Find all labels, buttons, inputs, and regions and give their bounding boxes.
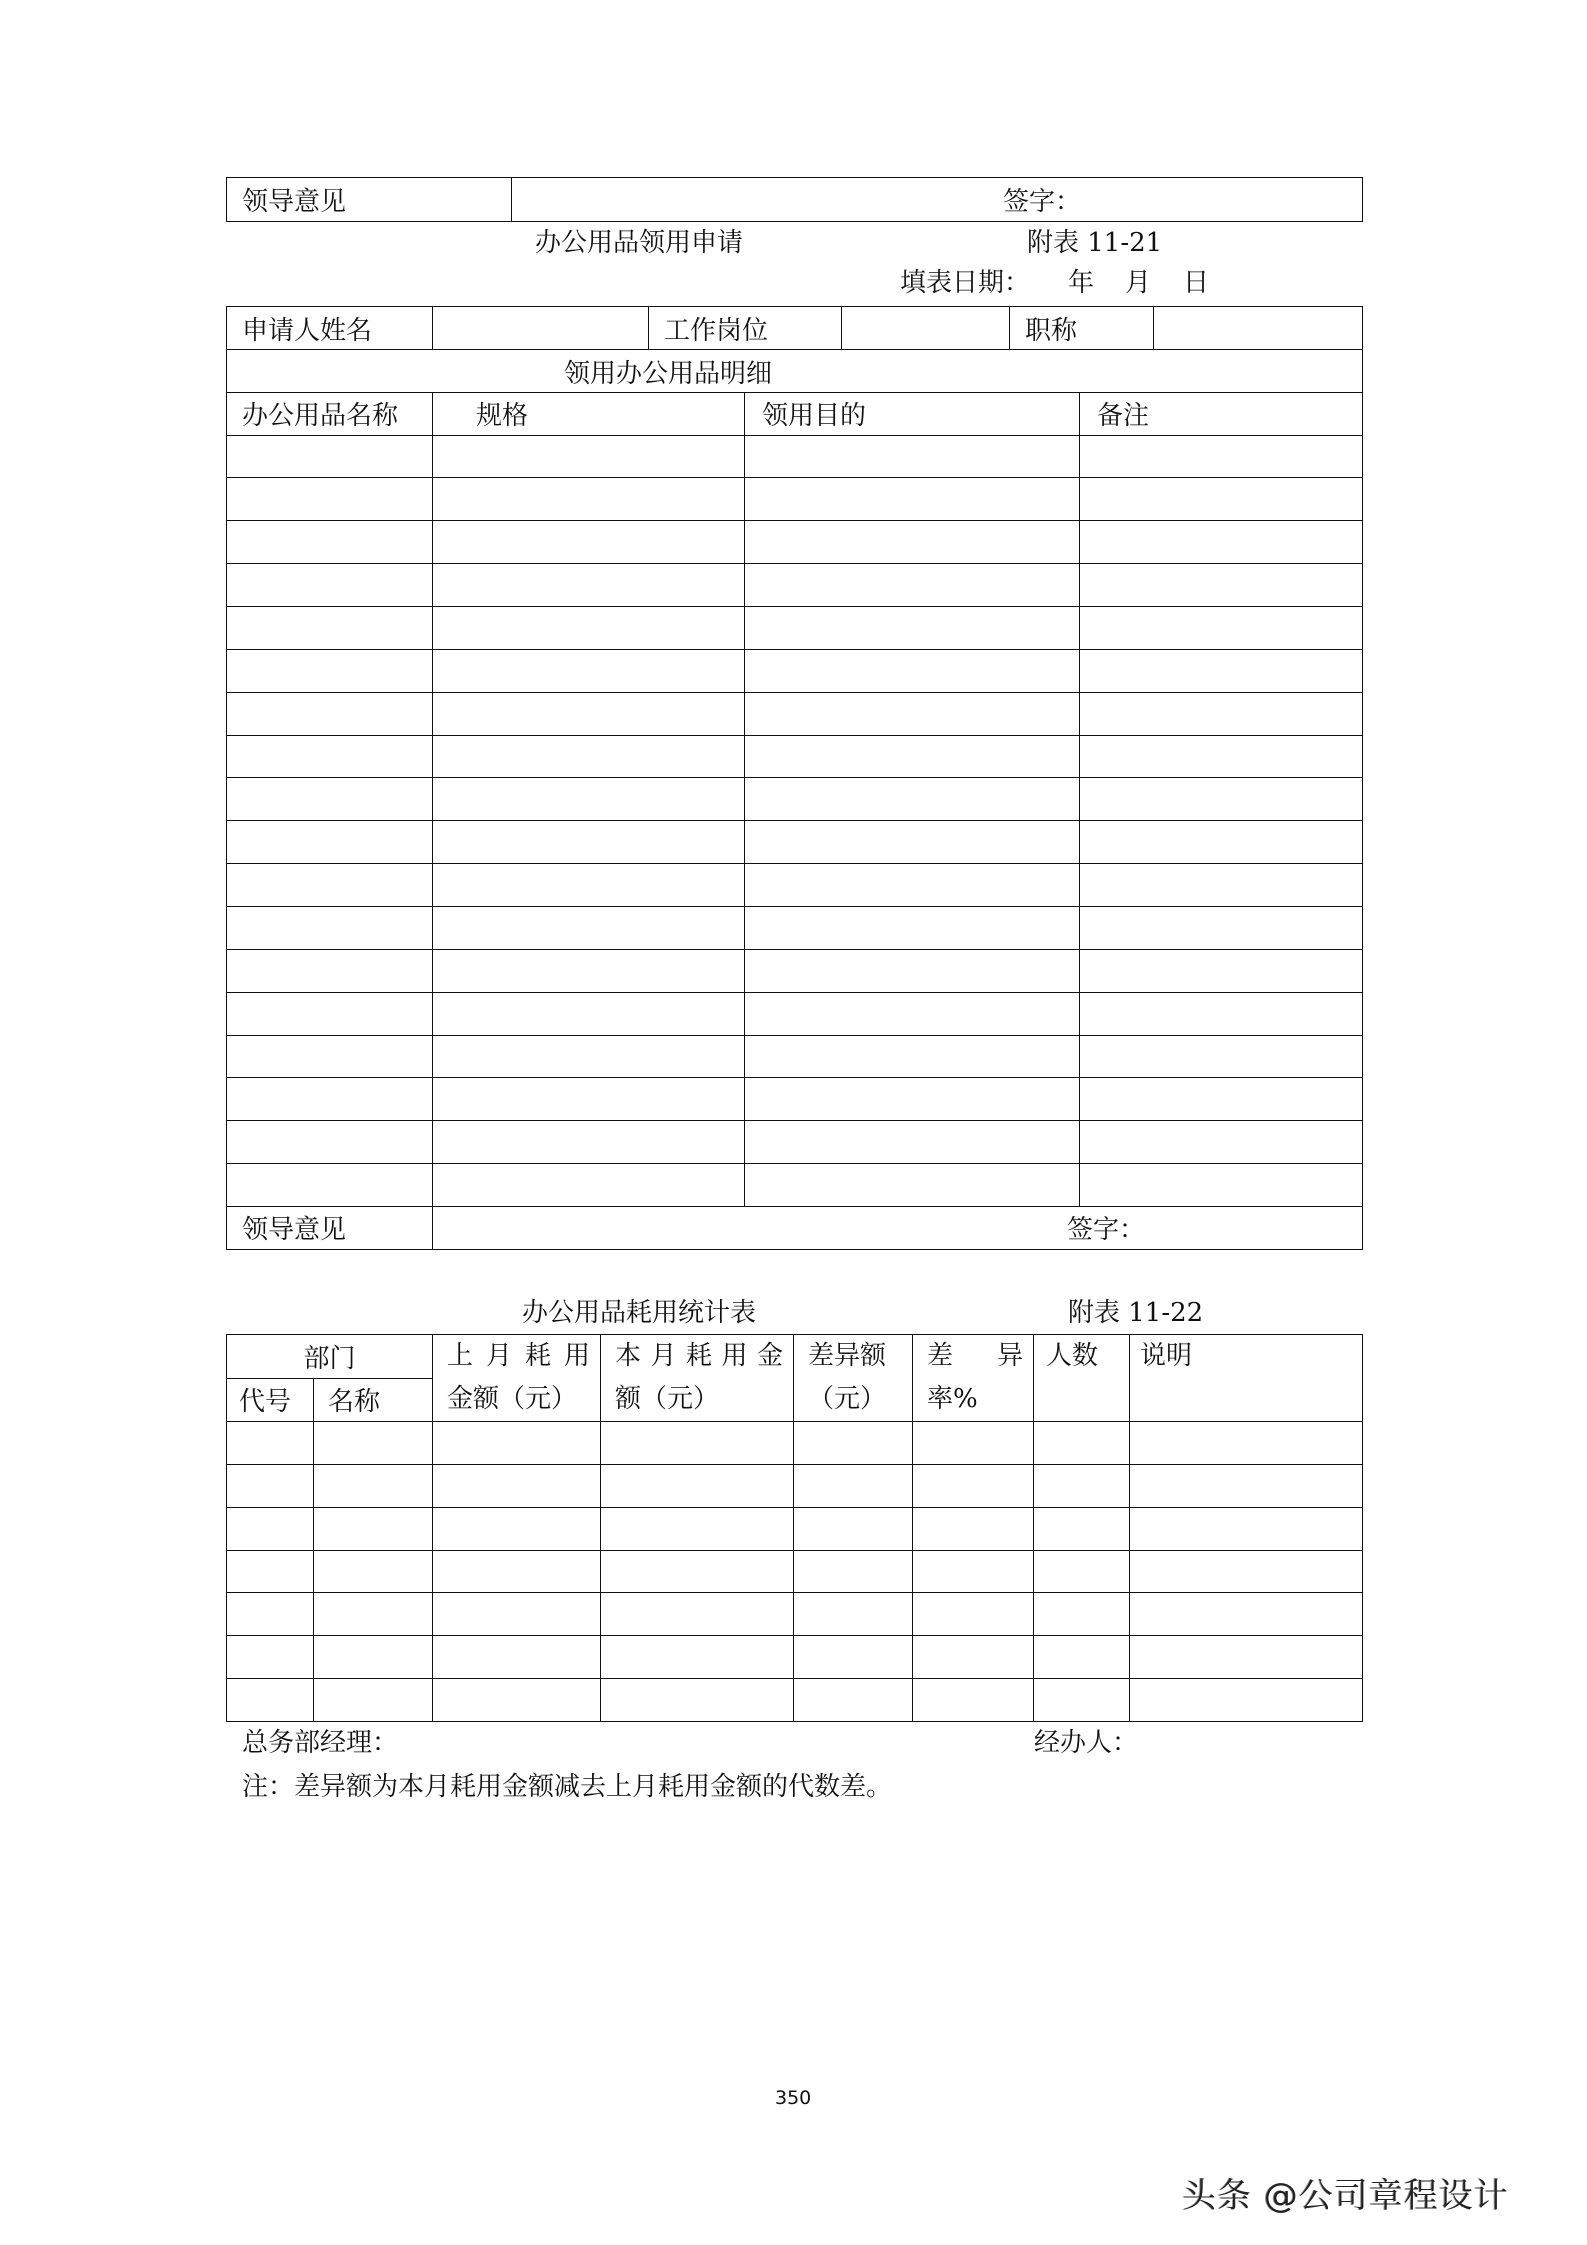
stats-cell[interactable]	[601, 1422, 794, 1465]
detail-heading-cell	[227, 350, 1363, 393]
stats-cell[interactable]	[913, 1422, 1034, 1465]
detail-cell[interactable]	[745, 606, 1080, 649]
detail-row	[227, 606, 1363, 649]
detail-cell[interactable]	[1080, 1121, 1363, 1164]
stats-cell[interactable]	[1034, 1422, 1130, 1465]
detail-cell[interactable]	[433, 521, 745, 564]
detail-cell[interactable]	[227, 435, 433, 478]
detail-cell[interactable]	[745, 735, 1080, 778]
col-header-dept-name: 名称	[314, 1378, 433, 1422]
detail-row	[227, 521, 1363, 564]
stats-cell[interactable]	[913, 1636, 1034, 1679]
stats-cell[interactable]	[601, 1679, 794, 1722]
form-21-table	[226, 306, 1363, 393]
stats-cell[interactable]	[433, 1507, 601, 1550]
stats-cell[interactable]	[1130, 1550, 1363, 1593]
handler-label: 经办人：	[1034, 1728, 1139, 1758]
detail-row	[227, 778, 1363, 821]
stats-cell[interactable]	[227, 1422, 314, 1465]
detail-cell[interactable]	[1080, 649, 1363, 692]
leader-opinion-field[interactable]	[433, 1206, 1363, 1249]
stats-cell[interactable]	[1130, 1593, 1363, 1636]
fill-date-month: 月	[1125, 268, 1152, 298]
applicant-name-label-cell	[227, 307, 433, 350]
stats-cell[interactable]	[1034, 1636, 1130, 1679]
detail-cell[interactable]	[1080, 692, 1363, 735]
detail-cell[interactable]	[745, 435, 1080, 478]
col-header-item-name: 办公用品名称	[227, 392, 433, 435]
detail-cell[interactable]	[227, 735, 433, 778]
detail-cell[interactable]	[745, 1121, 1080, 1164]
detail-cell[interactable]	[227, 821, 433, 864]
detail-cell[interactable]	[227, 1164, 433, 1207]
detail-row	[227, 692, 1363, 735]
stats-cell[interactable]	[1130, 1679, 1363, 1722]
detail-cell[interactable]	[227, 649, 433, 692]
job-title-field[interactable]	[1154, 307, 1363, 350]
detail-cell[interactable]	[1080, 1164, 1363, 1207]
col-header-last-month-amount: 上 月 耗 用 金额（元）	[433, 1335, 601, 1422]
stats-cell[interactable]	[1034, 1679, 1130, 1722]
stats-cell[interactable]	[601, 1464, 794, 1507]
fill-date-year: 年	[1068, 268, 1095, 298]
detail-cell[interactable]	[1080, 478, 1363, 521]
stats-cell[interactable]	[1130, 1422, 1363, 1465]
detail-cell[interactable]	[433, 906, 745, 949]
stats-cell[interactable]	[601, 1550, 794, 1593]
detail-row	[227, 735, 1363, 778]
stats-cell[interactable]	[314, 1550, 433, 1593]
detail-cell[interactable]	[433, 1035, 745, 1078]
detail-cell[interactable]	[1080, 435, 1363, 478]
job-position-label: 工作岗位	[664, 315, 769, 346]
leader-opinion-label: 领导意见	[242, 1215, 347, 1246]
detail-cell[interactable]	[227, 606, 433, 649]
detail-cell[interactable]	[745, 564, 1080, 607]
stats-row	[227, 1422, 1363, 1465]
leader-opinion-label-cell	[227, 178, 512, 222]
detail-row	[227, 435, 1363, 478]
detail-cell[interactable]	[745, 692, 1080, 735]
watermark: 头条 @公司章程设计	[1182, 2176, 1509, 2216]
detail-cell[interactable]	[433, 435, 745, 478]
form-22-table	[226, 1334, 1363, 1722]
stats-row	[227, 1636, 1363, 1679]
detail-row	[227, 1078, 1363, 1121]
job-title-label-cell	[1010, 307, 1154, 350]
detail-cell[interactable]	[227, 1035, 433, 1078]
stats-cell[interactable]	[227, 1679, 314, 1722]
stats-cell[interactable]	[1034, 1593, 1130, 1636]
detail-cell[interactable]	[1080, 992, 1363, 1035]
stats-cell[interactable]	[913, 1593, 1034, 1636]
stats-row	[227, 1550, 1363, 1593]
detail-cell[interactable]	[433, 735, 745, 778]
leader-opinion-label: 领导意见	[242, 187, 347, 217]
stats-row	[227, 1679, 1363, 1722]
detail-row	[227, 1164, 1363, 1207]
form-21-detail-table	[226, 392, 1363, 1250]
detail-cell[interactable]	[745, 949, 1080, 992]
detail-cell[interactable]	[745, 864, 1080, 907]
detail-cell[interactable]	[745, 521, 1080, 564]
stats-cell[interactable]	[227, 1507, 314, 1550]
detail-cell[interactable]	[433, 649, 745, 692]
detail-cell[interactable]	[433, 992, 745, 1035]
detail-cell[interactable]	[433, 864, 745, 907]
applicant-name-field[interactable]	[433, 307, 649, 350]
stats-cell[interactable]	[794, 1550, 913, 1593]
stats-row	[227, 1507, 1363, 1550]
detail-cell[interactable]	[227, 992, 433, 1035]
detail-row	[227, 864, 1363, 907]
stats-row	[227, 1464, 1363, 1507]
stats-cell[interactable]	[601, 1507, 794, 1550]
stats-cell[interactable]	[1130, 1507, 1363, 1550]
detail-heading: 领用办公用品明细	[564, 358, 773, 389]
stats-cell[interactable]	[1034, 1550, 1130, 1593]
stats-cell[interactable]	[433, 1636, 601, 1679]
signature-label: 签字：	[1003, 187, 1082, 217]
signature-label: 签字：	[1067, 1215, 1146, 1246]
stats-cell[interactable]	[913, 1550, 1034, 1593]
detail-cell[interactable]	[227, 564, 433, 607]
detail-cell[interactable]	[227, 478, 433, 521]
job-position-label-cell	[649, 307, 842, 350]
stats-cell[interactable]	[314, 1507, 433, 1550]
detail-cell[interactable]	[433, 1078, 745, 1121]
detail-cell[interactable]	[227, 692, 433, 735]
stats-cell[interactable]	[227, 1550, 314, 1593]
detail-row	[227, 1121, 1363, 1164]
detail-cell[interactable]	[745, 1078, 1080, 1121]
stats-cell[interactable]	[227, 1636, 314, 1679]
detail-cell[interactable]	[227, 906, 433, 949]
general-affairs-manager-label: 总务部经理：	[242, 1728, 399, 1758]
detail-cell[interactable]	[745, 649, 1080, 692]
stats-cell[interactable]	[433, 1422, 601, 1465]
applicant-name-label: 申请人姓名	[242, 315, 373, 346]
detail-row	[227, 992, 1363, 1035]
form-21-appendix: 附表 11-21	[1027, 228, 1163, 258]
detail-row	[227, 906, 1363, 949]
detail-header-row	[227, 392, 1363, 435]
detail-cell[interactable]	[433, 1164, 745, 1207]
col-header-headcount: 人数	[1034, 1335, 1130, 1422]
stats-cell[interactable]	[314, 1636, 433, 1679]
detail-row	[227, 821, 1363, 864]
detail-cell[interactable]	[227, 1078, 433, 1121]
detail-cell[interactable]	[227, 864, 433, 907]
stats-cell[interactable]	[794, 1593, 913, 1636]
stats-cell[interactable]	[794, 1464, 913, 1507]
detail-row	[227, 478, 1363, 521]
stats-cell[interactable]	[314, 1422, 433, 1465]
stats-cell[interactable]	[794, 1679, 913, 1722]
col-header-department: 部门	[227, 1335, 433, 1379]
detail-cell[interactable]	[227, 1121, 433, 1164]
leader-opinion-row	[227, 1206, 1363, 1249]
col-header-dept-code: 代号	[227, 1378, 314, 1422]
stats-cell[interactable]	[913, 1507, 1034, 1550]
detail-row	[227, 1035, 1363, 1078]
col-header-remarks: 备注	[1080, 392, 1363, 435]
stats-cell[interactable]	[1034, 1507, 1130, 1550]
stats-cell[interactable]	[433, 1550, 601, 1593]
detail-cell[interactable]	[1080, 606, 1363, 649]
detail-cell[interactable]	[745, 821, 1080, 864]
job-position-field[interactable]	[842, 307, 1010, 350]
stats-cell[interactable]	[794, 1636, 913, 1679]
detail-row	[227, 949, 1363, 992]
note-text: 注：差异额为本月耗用金额减去上月耗用金额的代数差。	[242, 1772, 893, 1802]
leader-opinion-label-cell	[227, 1206, 433, 1249]
detail-cell[interactable]	[433, 692, 745, 735]
detail-cell[interactable]	[227, 949, 433, 992]
form-22-appendix: 附表 11-22	[1068, 1298, 1204, 1328]
page-number: 350	[775, 2087, 812, 2109]
detail-cell[interactable]	[433, 821, 745, 864]
detail-cell[interactable]	[433, 478, 745, 521]
detail-cell[interactable]	[1080, 564, 1363, 607]
col-header-spec: 规格	[433, 392, 745, 435]
stats-cell[interactable]	[314, 1464, 433, 1507]
col-header-this-month-amount: 本 月 耗 用 金 额（元）	[601, 1335, 794, 1422]
col-header-difference-amount: 差异额 （元）	[794, 1335, 913, 1422]
detail-cell[interactable]	[227, 521, 433, 564]
detail-cell[interactable]	[433, 564, 745, 607]
stats-row	[227, 1593, 1363, 1636]
detail-cell[interactable]	[433, 778, 745, 821]
top-leader-table	[226, 177, 1363, 222]
stats-cell[interactable]	[433, 1679, 601, 1722]
leader-opinion-field[interactable]	[512, 178, 1363, 222]
detail-cell[interactable]	[1080, 1035, 1363, 1078]
detail-cell[interactable]	[745, 992, 1080, 1035]
stats-cell[interactable]	[794, 1422, 913, 1465]
detail-cell[interactable]	[433, 606, 745, 649]
stats-cell[interactable]	[1130, 1636, 1363, 1679]
detail-cell[interactable]	[1080, 864, 1363, 907]
detail-cell[interactable]	[745, 1035, 1080, 1078]
detail-cell[interactable]	[1080, 906, 1363, 949]
col-header-difference-rate: 差 异 率%	[913, 1335, 1034, 1422]
detail-cell[interactable]	[1080, 821, 1363, 864]
detail-cell[interactable]	[1080, 735, 1363, 778]
stats-cell[interactable]	[314, 1593, 433, 1636]
detail-row	[227, 564, 1363, 607]
stats-cell[interactable]	[433, 1593, 601, 1636]
detail-cell[interactable]	[433, 1121, 745, 1164]
detail-cell[interactable]	[745, 1164, 1080, 1207]
stats-cell[interactable]	[433, 1464, 601, 1507]
stats-cell[interactable]	[601, 1636, 794, 1679]
detail-cell[interactable]	[745, 478, 1080, 521]
detail-cell[interactable]	[745, 778, 1080, 821]
stats-cell[interactable]	[227, 1593, 314, 1636]
col-header-purpose: 领用目的	[745, 392, 1080, 435]
stats-cell[interactable]	[1034, 1464, 1130, 1507]
stats-cell[interactable]	[314, 1679, 433, 1722]
fill-date-day: 日	[1183, 268, 1210, 298]
applicant-info-row	[227, 307, 1363, 350]
stats-cell[interactable]	[1130, 1464, 1363, 1507]
detail-cell[interactable]	[1080, 949, 1363, 992]
form-21-title: 办公用品领用申请	[535, 228, 744, 258]
stats-cell[interactable]	[794, 1507, 913, 1550]
form-22-title: 办公用品耗用统计表	[522, 1298, 757, 1328]
stats-cell[interactable]	[913, 1464, 1034, 1507]
detail-cell[interactable]	[433, 949, 745, 992]
detail-cell[interactable]	[227, 778, 433, 821]
stats-cell[interactable]	[601, 1593, 794, 1636]
detail-cell[interactable]	[1080, 778, 1363, 821]
detail-cell[interactable]	[1080, 1078, 1363, 1121]
fill-date-label: 填表日期：	[900, 268, 1031, 298]
detail-cell[interactable]	[745, 906, 1080, 949]
detail-cell[interactable]	[1080, 521, 1363, 564]
detail-row	[227, 649, 1363, 692]
stats-cell[interactable]	[913, 1679, 1034, 1722]
stats-cell[interactable]	[227, 1464, 314, 1507]
job-title-label: 职称	[1025, 315, 1078, 346]
col-header-remarks: 说明	[1130, 1335, 1363, 1422]
